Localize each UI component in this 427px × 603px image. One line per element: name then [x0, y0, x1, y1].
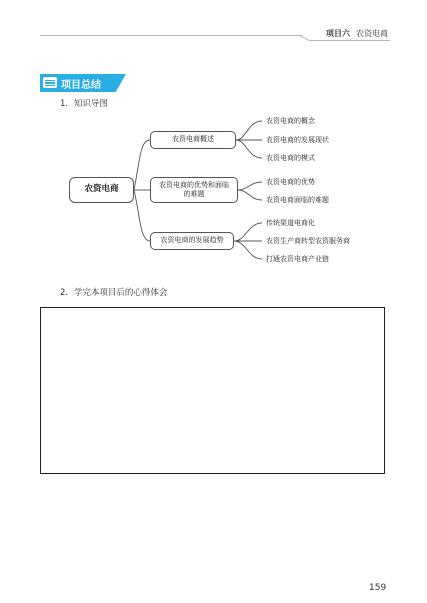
branch-node-advantages-challenges: 农资电商的优势和面临的难题 [150, 177, 238, 203]
connector-leaf-1-3 [236, 140, 262, 158]
connector-root-branch-1 [134, 140, 150, 190]
badge-title: 项目总结 [61, 80, 101, 91]
connector-leaf-3-3 [234, 241, 262, 259]
leaf-concept: 农资电商的概念 [266, 117, 315, 125]
connector-root-branch-3 [134, 190, 150, 241]
connector-leaf-1-1 [236, 121, 262, 140]
mindmap-heading: 1．知识导图 [60, 99, 108, 109]
leaf-models: 农资电商的模式 [266, 154, 315, 162]
reflection-heading: 2．学完本项目后的心得体会 [60, 288, 168, 298]
project-label: 项目六 [326, 29, 350, 38]
leaf-challenges: 农资电商面临的难题 [266, 196, 329, 204]
leaf-current-status: 农资电商的发展现状 [266, 136, 329, 144]
branch-node-overview: 农资电商概述 [150, 131, 236, 149]
leaf-channel-ecommerce: 传统渠道电商化 [266, 219, 315, 227]
chapter-title: 农资电商 [356, 29, 388, 38]
page-number: 159 [369, 583, 387, 593]
mindmap-root-node: 农资电商 [69, 177, 134, 203]
leaf-industry-chain: 打通农资电商产业链 [266, 255, 329, 263]
reflection-answer-box[interactable] [40, 307, 385, 474]
branch-node-trends: 农资电商的发展趋势 [150, 232, 234, 250]
leaf-advantages: 农资电商的优势 [266, 178, 315, 186]
connector-leaf-2-2 [238, 190, 262, 200]
connector-leaf-3-1 [234, 223, 262, 241]
connector-leaf-2-1 [238, 182, 262, 190]
leaf-producer-transformation: 农资生产商转型农资服务商 [266, 237, 350, 245]
